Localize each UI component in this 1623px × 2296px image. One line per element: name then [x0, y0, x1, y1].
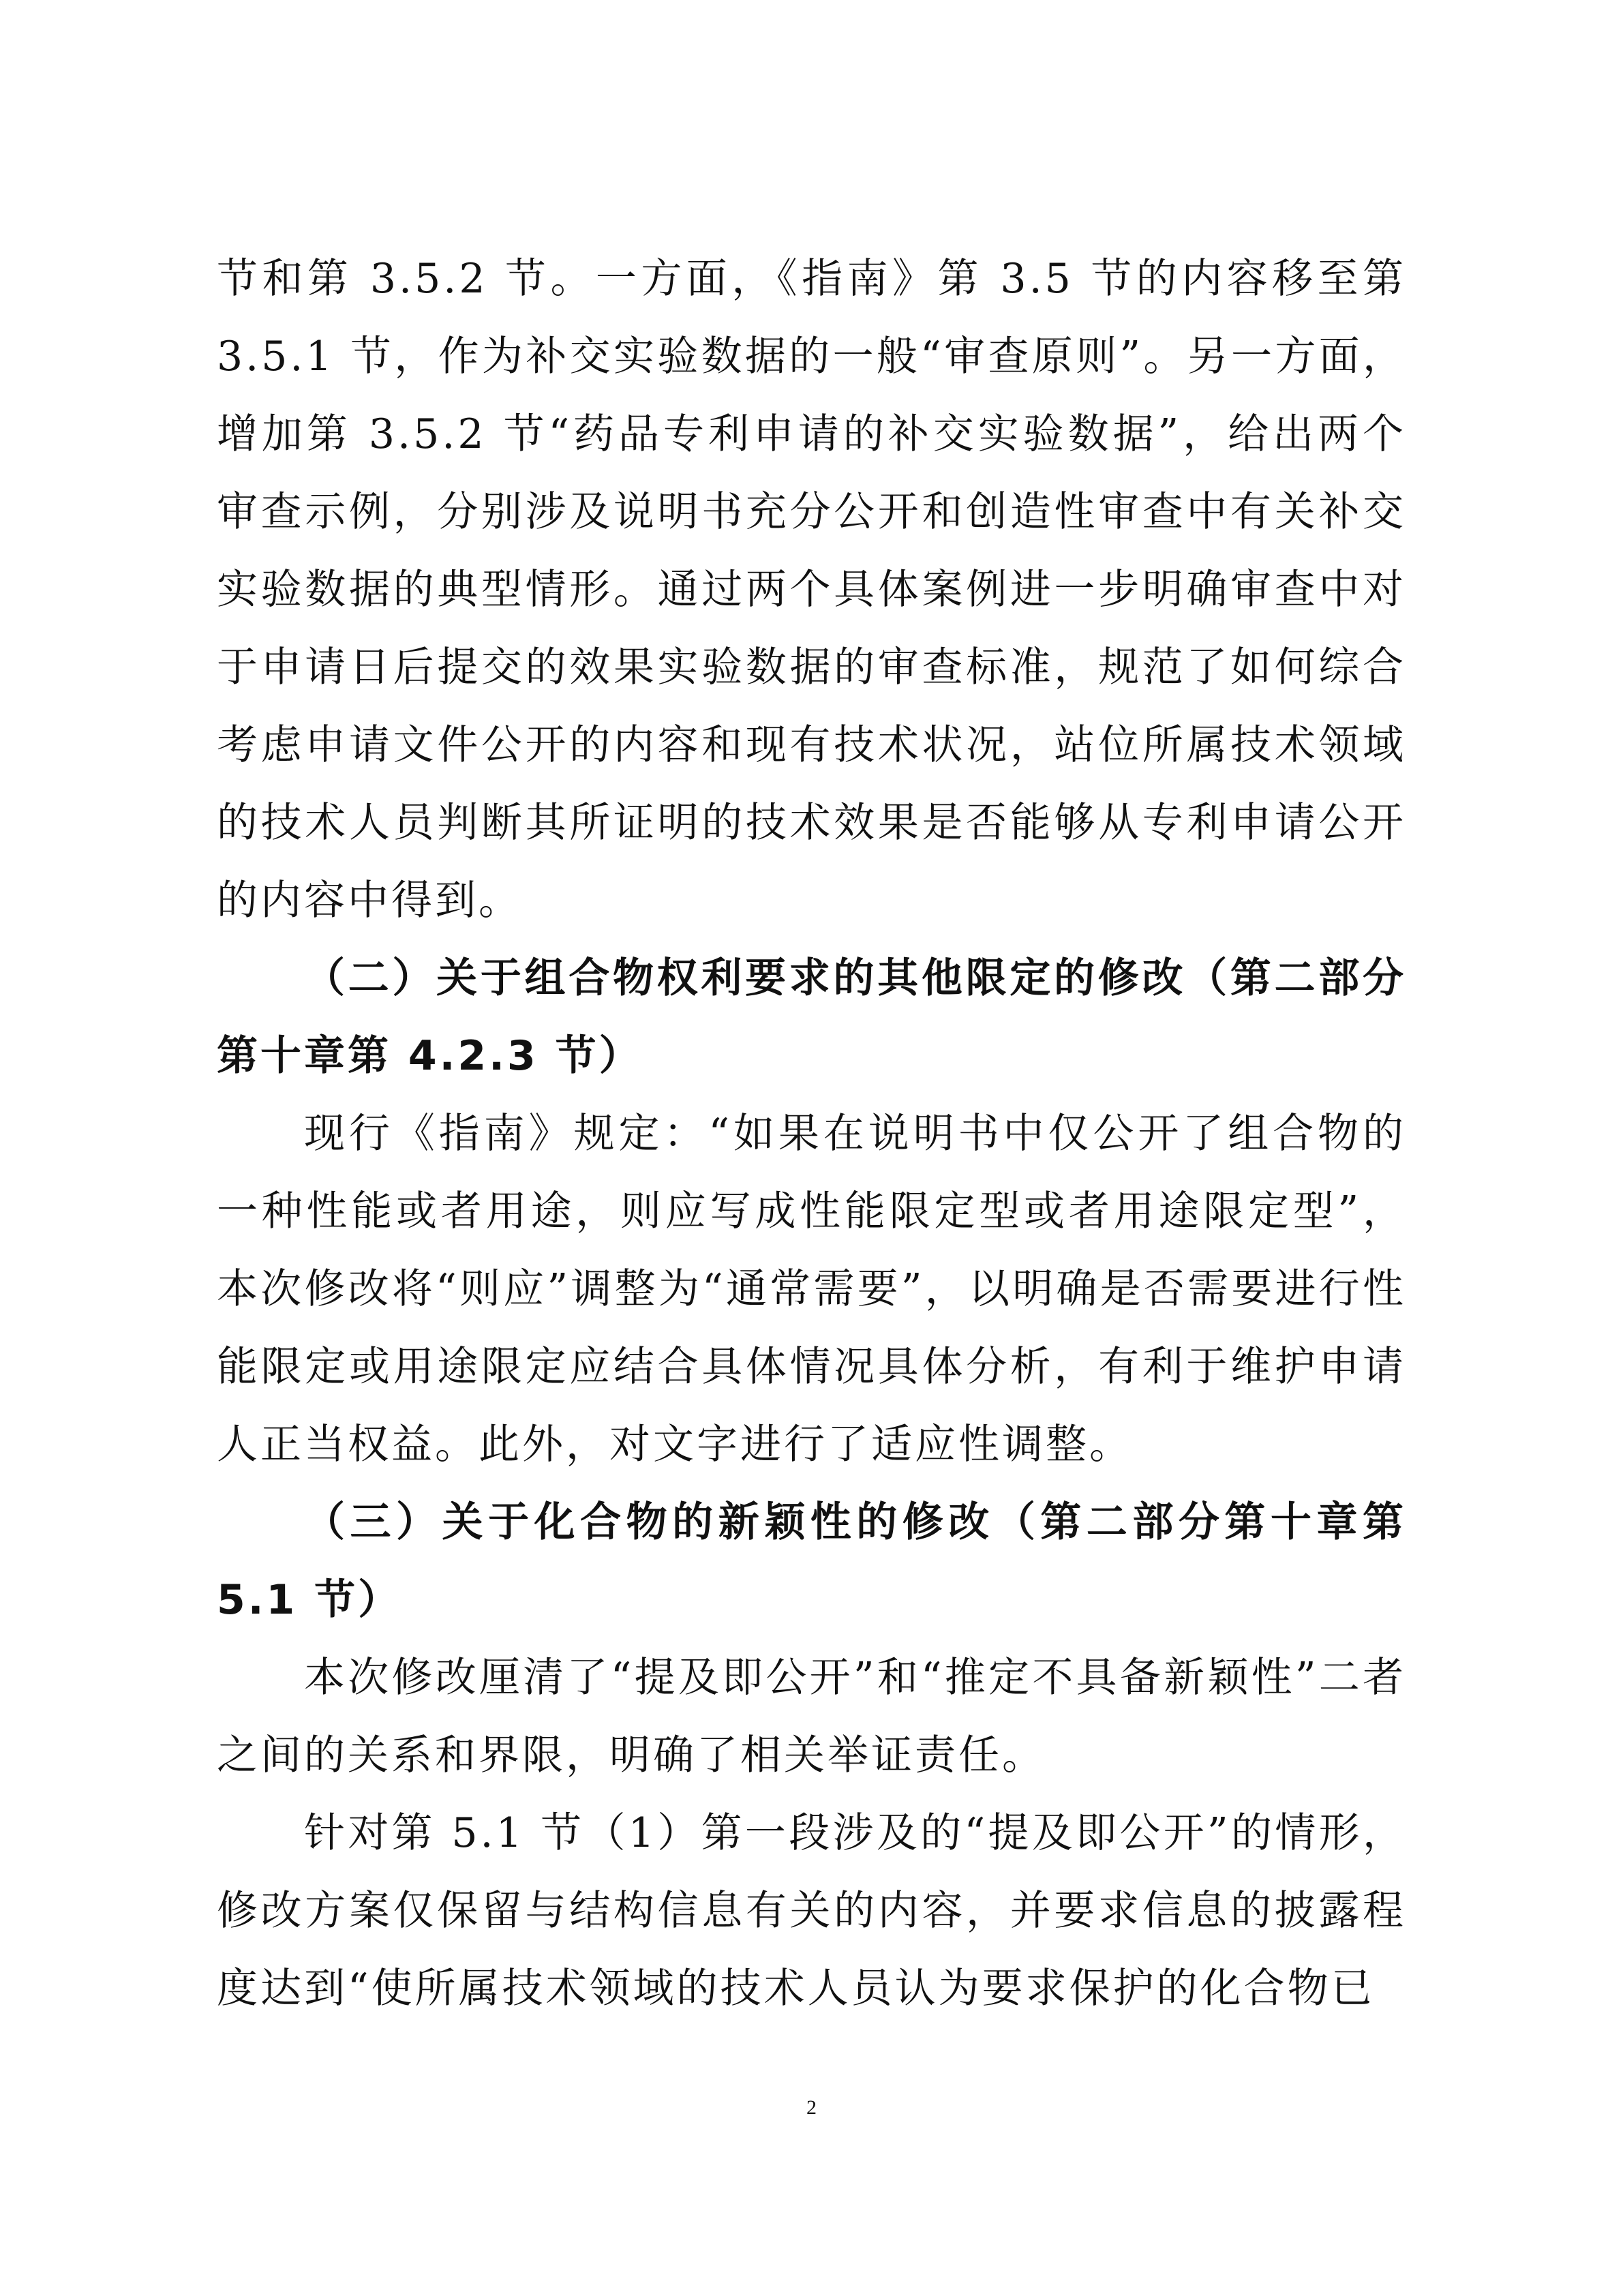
section-heading-compound-novelty: （三）关于化合物的新颖性的修改（第二部分第十章第 5.1 节） [217, 1498, 1406, 1624]
page-number: 2 [806, 2096, 817, 2119]
section-heading-composition-claims: （二）关于组合物权利要求的其他限定的修改（第二部分第十章第 4.2.3 节） [217, 954, 1406, 1080]
paragraph-continuation: 节和第 3.5.2 节。一方面，《指南》第 3.5 节的内容移至第 3.5.1 节，作为补交实验数据的一般“审查原则”。另一方面，增加第 3.5.2 节“药品专利申请的补交实验数据”，给出两个审查示例，分别涉及说明书充分公开和创造性审查中有关补交实验数据的典型情形。通过两个具体案例进一步明确审查中对于申请日后提交的效果实验数据的审查标准，规范了如何综合考虑申请文件公开的内容和现有技术状况，站位所属技术领域的技术人员判断其所证明的技术效果是否能够从专利申请公开的内容中得到。 [217, 255, 1406, 924]
paragraph-compound-novelty-intro: 本次修改厘清了“提及即公开”和“推定不具备新颖性”二者之间的关系和界限，明确了相关举证责任。 [217, 1654, 1406, 1779]
paragraph-composition-claims: 现行《指南》规定：“如果在说明书中仅公开了组合物的一种性能或者用途，则应写成性能限定型或者用途限定型”，本次修改将“则应”调整为“通常需要”，以明确是否需要进行性能限定或用途限定应结合具体情况具体分析，有利于维护申请人正当权益。此外，对文字进行了适应性调整。 [217, 1110, 1406, 1468]
paragraph-compound-novelty-detail: 针对第 5.1 节（1）第一段涉及的“提及即公开”的情形，修改方案仅保留与结构信息有关的内容，并要求信息的披露程度达到“使所属技术领域的技术人员认为要求保护的化合物已 [217, 1809, 1406, 2012]
body-text [217, 240, 1406, 2027]
